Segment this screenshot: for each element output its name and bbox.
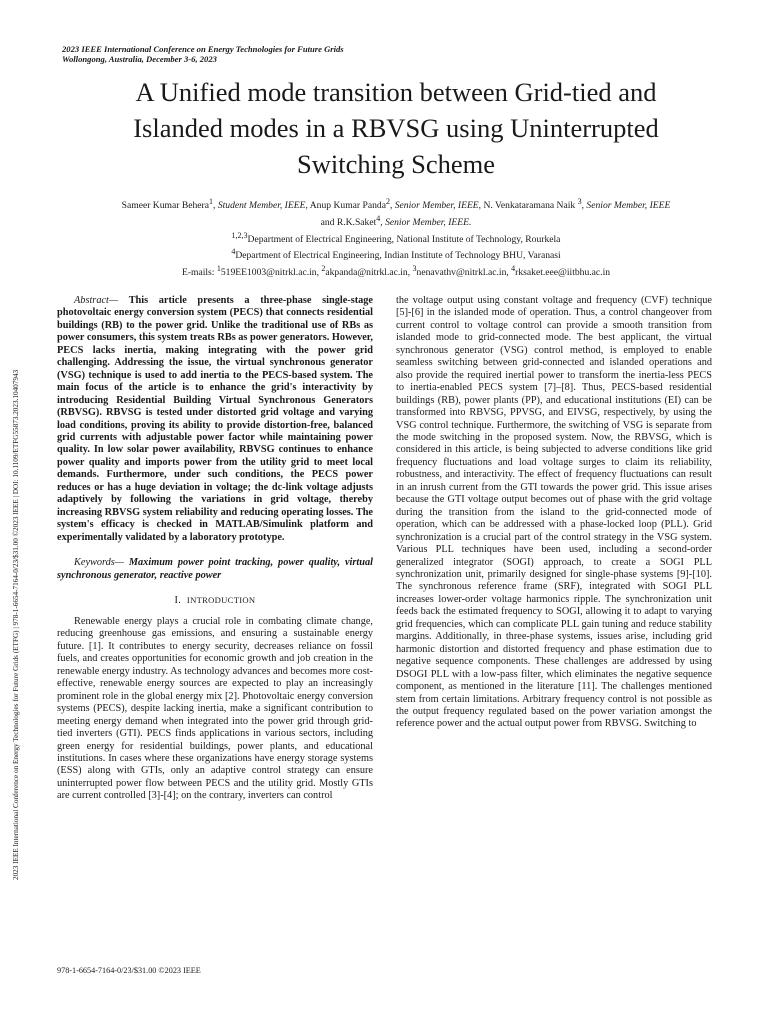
email-link-2[interactable]: akpanda@nitrkl.ac.in, bbox=[325, 267, 411, 279]
affiliation-2: $^4$Department of Electrical Engineering, Indian Institute of Technology BHU, Varanasi bbox=[231, 247, 561, 262]
author-1-name: Sameer Kumar Behera bbox=[121, 200, 210, 212]
copyright-footer: 978-1-6654-7164-0/23/$31.00 ©2023 IEEE bbox=[57, 966, 201, 975]
doi-sidebar-text: 2023 IEEE International Conference on Energy Technologies for Future Grids (ETFG) | 978-1-6654-7164-0/23/$31.00 ©2023 IEEE | DOI: 10.1109/ETFG55873.2023.10407943 bbox=[12, 369, 20, 880]
abstract bbox=[57, 295, 373, 544]
keywords bbox=[57, 557, 373, 582]
author-emails: E-mails: $^1$519EE1003@nitrkl.ac.in, $^2$akpanda@nitrkl.ac.in, $^3$nenavathv@nitrkl.ac.in, $^4$rksaket.eee@iitbhu.ac.in bbox=[181, 264, 611, 279]
abstract-label: Abstract— bbox=[74, 295, 119, 306]
title-line-3: Switching Scheme bbox=[297, 149, 495, 179]
email-link-1[interactable]: 519EE1003@nitrkl.ac.in, bbox=[220, 267, 319, 279]
right-column bbox=[396, 295, 712, 731]
author-block bbox=[56, 196, 736, 280]
keywords-label: Keywords— bbox=[74, 557, 124, 569]
conference-name: 2023 IEEE International Conference on Energy Technologies for Future Grids bbox=[62, 44, 344, 54]
author-4-role: Senior Member, IEEE. bbox=[385, 216, 472, 228]
section-number: I. bbox=[174, 594, 182, 606]
author-3-name: N. Venkataramana Naik bbox=[483, 200, 576, 212]
author-line-1: Sameer Kumar Behera$^1$, Student Member, IEEE, Anup Kumar Panda$^2$, Senior Member, IEEE, N. Venkataramana Naik $^3$, Senior Member, IEEE bbox=[121, 197, 671, 212]
email-link-4[interactable]: rksaket.eee@iitbhu.ac.in bbox=[515, 267, 611, 279]
doi-sidebar bbox=[8, 140, 32, 880]
abstract-text: This article presents a three-phase single-stage photovoltaic energy conversion system (PECS) that connects residential buildings (RB) to the power grid. Unlike the traditional use of RBs as power consumers, this system treats RBs as power generators. However, PECS lacks inertia, making integrating with the power grid challenging. Addressing the issue, the virtual synchronous generator (VSG) technique is used to add inertia to the PECS-based system. The main focus of the article is to enhance the grid's interactivity by introducing Residential Building Virtual Synchronous Generators (RBVSG). RBVSG is tested under distorted grid voltage and varying load conditions, proving its ability to provide distortion-free, balanced grid currents with adjustable power factor while maintaining power quality. In low solar power availability, RBVSG continues to enhance power quality and imports power from the utility grid to meet local demands. Furthermore, under such conditions, the PECS power reduces or has a huge deviation in voltage; the dc-link voltage adjusts adaptively by following the variations in grid voltage, thereby increasing RBVSG system reliability and reducing operating losses. The system's efficacy is checked in MATLAB/Simulink platform and experimentally validated by a laboratory prototype. bbox=[57, 295, 374, 543]
author-2-role: Senior Member, IEEE, bbox=[394, 200, 482, 212]
introduction-continued: the voltage output using constant voltage and frequency (CVF) technique [5]-[6] in the islanded mode of operation. Thus, a control changeover from current control to voltage control can provide a smooth transition from islanded mode to grid-connected mode. The best applicant, the virtual synchronous generator (VSG) control method, is employed to enable seamless switching between grid-connected and islanded operations and also provide the required inertial power to transform the inertia-less PECS to inertia-enabled PECS system [7]–[8]. Thus, PECS-based residential buildings (RB), power plants (PP), and educational institutions (EI) can be transformed into RBVSG, PPVSG, and EIVSG, respectively, by using the VSG control technique. Furthermore, the switching of VSG is separate from the mode switching in the proposed system. Now, the RBVSG, which is considered in this article, is being subjected to adverse conditions like grid frequency fluctuations and load voltage surges to claim its reliability, robustness, and interactivity. The effect of frequency fluctuations can result in an inrush current from the GTI towards the power grid. This issue arises because the GTI voltage output becomes out of phase with the grid voltage during the transition from the island to the grid-connected mode of operation, which can be addressed with a phase-locked loop (PLL). Grid synchronization is a crucial part of the control strategy in the VSG system. Various PLL techniques have been used, including a second-order generalized integrator (SOGI) approach, to create a SOGI PLL synchronization unit, primarily designed for single-phase systems [9]-[10]. The synchronous reference frame (SRF), integrated with SOGI PLL increases lower-order voltage harmonics ripple. The synchronization unit feeds back the estimated frequency to SOGI, allowing it to adapt to varying grid frequencies, which can complicate PLL gain tuning and reduce stability margins. Additionally, in three-phase systems, issues arise, including grid harmonic distortion and distorted frequency and phase estimation due to negative sequence components. These challenges are addressed by using DSOGI PLL with a low-pass filter, which eliminates the negative sequence component, as mentioned in the literature [11]. The challenges mentioned stem from certain limitations. Arbitrary frequency control is not possible as the output frequency regulated based on the power variation amongst the reference power and the actual output power from RBVSG. Switching to bbox=[396, 295, 712, 730]
paper-title bbox=[56, 74, 736, 182]
title-line-2: Islanded modes in a RBVSG using Uninterrupted bbox=[133, 113, 659, 143]
title-line-1: A Unified mode transition between Grid-tied and bbox=[135, 77, 657, 107]
author-3-role: Senior Member, IEEE bbox=[586, 200, 671, 212]
conference-location: Wollongong, Australia, December 3-6, 2023 bbox=[62, 54, 217, 65]
section-heading-introduction bbox=[57, 595, 373, 606]
section-title: INTRODUCTION bbox=[186, 594, 256, 605]
left-column bbox=[57, 295, 373, 803]
email-link-3[interactable]: nenavathv@nitrkl.ac.in, bbox=[416, 267, 509, 279]
author-4-name: and R.K.Saket bbox=[320, 216, 377, 228]
affiliation-1: $^{1,2,3}$Department of Electrical Engineering, National Institute of Technology, Rourkela bbox=[231, 230, 561, 245]
introduction-paragraph: Renewable energy plays a crucial role in combating climate change, reducing greenhouse gas emissions, and ensuring a sustainable energy future. [1]. It contributes to energy security, decreases reliance on fossil fuels, and creates opportunities for economic growth and job creation in the renewable energy industry. As technology advances and becomes more cost-effective, renewable energy sources are expected to play an increasingly prominent role in the global energy mix [2]. Photovoltaic energy conversion systems (PECS), despite lacking inertia, make a significant contribution to meeting energy demand when integrated into the power grid through grid-tied inverters (GTI). PECS finds applications in various sectors, including green energy for residential buildings, power plants, and educational institutions. In cases where these organizations have energy storage systems (ESS) along with GTIs, only an adaptive control strategy can ensure uninterrupted power flow between PECS and the utility grid. Mostly GTIs are current controlled [3]-[4]; on the contrary, inverters can control bbox=[57, 615, 373, 802]
keywords-text: Maximum power point tracking, power quality, virtual synchronous generator, reactive power bbox=[57, 557, 373, 581]
author-1-role: Student Member, IEEE, bbox=[217, 200, 308, 212]
author-2-name: Anup Kumar Panda bbox=[309, 200, 386, 212]
author-line-2: and R.K.Saket$^4$, Senior Member, IEEE. bbox=[320, 213, 472, 228]
conference-header bbox=[62, 44, 344, 65]
